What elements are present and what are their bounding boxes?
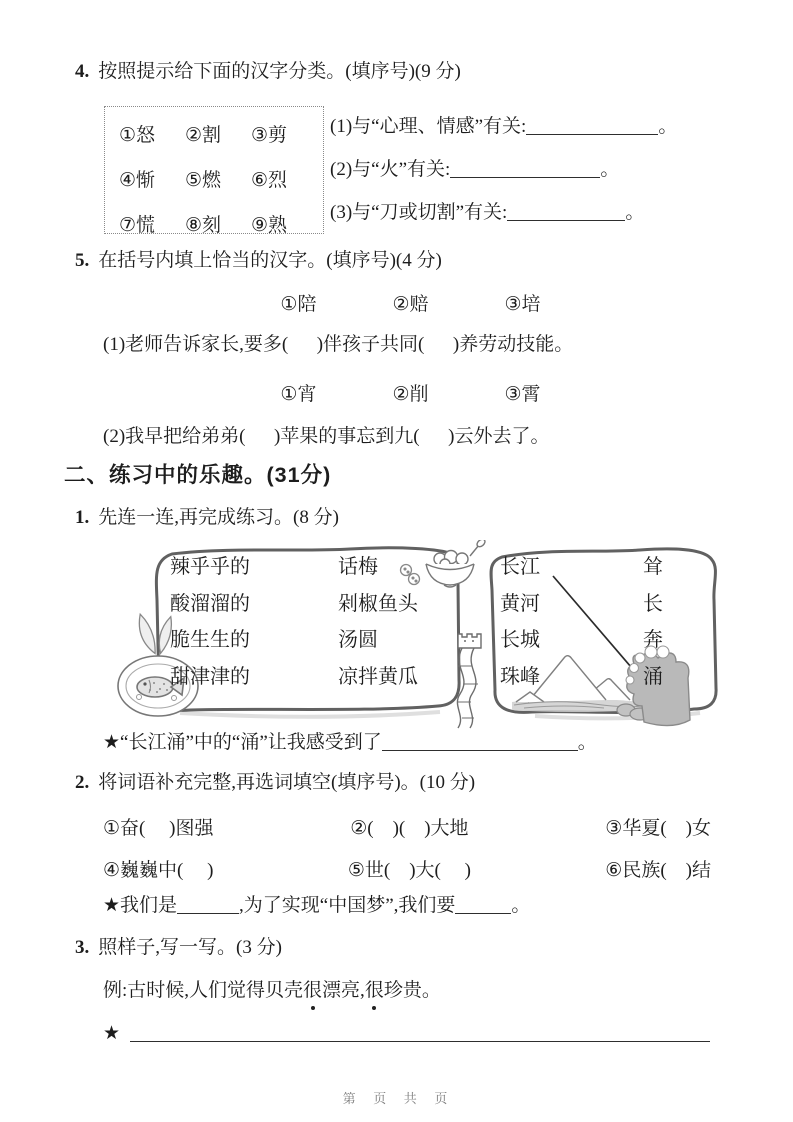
match-item: 辣乎乎的 bbox=[170, 556, 250, 578]
question-1-number: 1. bbox=[75, 507, 90, 528]
food-name-column bbox=[338, 549, 418, 695]
char-option: ⑨熟 bbox=[251, 215, 288, 236]
word-blank-item: ⑤世( )大( ) bbox=[347, 860, 471, 881]
option: ①陪 bbox=[280, 294, 317, 315]
char-option: ④惭 bbox=[119, 170, 156, 191]
word-blank-item: ④巍巍中( ) bbox=[103, 860, 214, 881]
answer-blank bbox=[455, 896, 511, 914]
sub-question-text: (2)与“火”有关: bbox=[330, 159, 451, 180]
star-marker: ★ bbox=[103, 1023, 121, 1044]
option: ①宵 bbox=[280, 384, 317, 405]
match-item: 凉拌黄瓜 bbox=[338, 665, 418, 688]
verb-column bbox=[643, 549, 663, 695]
answer-blank bbox=[130, 1024, 710, 1042]
answer-blank bbox=[177, 896, 239, 914]
char-option: ⑧刻 bbox=[185, 215, 222, 236]
question-2-text: 将词语补充完整,再选词填空(填序号)。(10 分) bbox=[98, 772, 476, 793]
character-option-box bbox=[104, 106, 324, 234]
question-4-title bbox=[75, 60, 461, 84]
answer-blank bbox=[526, 117, 658, 135]
char-option: ⑥烈 bbox=[251, 170, 288, 191]
char-option: ⑦慌 bbox=[119, 215, 156, 236]
answer-blank bbox=[382, 733, 578, 751]
match-item: 涌 bbox=[643, 665, 663, 688]
sub-question-text: (1)与“心理、情感”有关: bbox=[330, 116, 527, 137]
word-blank-item: ②( )( )大地 bbox=[350, 818, 469, 839]
p2-question-2-title bbox=[75, 771, 475, 795]
q2-star-prompt bbox=[103, 894, 530, 918]
question-4-sub-3 bbox=[330, 201, 644, 225]
match-item: 酸溜溜的 bbox=[170, 592, 250, 615]
question-3-text: 照样子,写一写。(3 分) bbox=[98, 937, 282, 958]
question-2-number: 2. bbox=[75, 772, 90, 793]
word-blank-item: ①奋( )图强 bbox=[103, 818, 214, 839]
match-item: 黄河 bbox=[500, 592, 540, 615]
answer-blank bbox=[450, 160, 600, 178]
question-4-text: 按照提示给下面的汉字分类。(填序号)(9 分) bbox=[98, 61, 461, 82]
period: 。 bbox=[600, 159, 620, 180]
word-blank-item: ⑥民族( )结 bbox=[605, 860, 711, 881]
char-option: ①怒 bbox=[119, 125, 156, 146]
match-item: 长城 bbox=[500, 629, 540, 651]
question-5-options-2 bbox=[0, 379, 793, 406]
star-prompt-text: ★我们是 bbox=[103, 895, 178, 916]
question-4-sub-2 bbox=[330, 158, 619, 182]
match-item: 长江 bbox=[500, 556, 540, 578]
option: ②赔 bbox=[392, 294, 429, 315]
match-item: 甜津津的 bbox=[170, 665, 250, 688]
period: 。 bbox=[625, 202, 645, 223]
question-4-number: 4. bbox=[75, 61, 90, 82]
option: ③霄 bbox=[504, 384, 541, 405]
p2-question-1-title bbox=[75, 506, 339, 530]
question-5-sentence-1: (1)老师告诉家长,要多( )伴孩子共同( )养劳动技能。 bbox=[103, 334, 574, 355]
q2-word-row-2 bbox=[103, 855, 711, 882]
char-option: ②割 bbox=[185, 125, 222, 146]
sub-question-text: (3)与“刀或切割”有关: bbox=[330, 202, 508, 223]
char-option: ⑤燃 bbox=[185, 170, 222, 191]
example-text: 漂亮, bbox=[322, 980, 365, 1001]
example-text: 例:古时候,人们觉得贝壳 bbox=[103, 980, 304, 1001]
match-item: 耸 bbox=[643, 556, 663, 578]
star-prompt-text: ,为了实现“中国梦”,我们要 bbox=[239, 895, 456, 916]
bubble-shadow bbox=[180, 712, 440, 717]
food-adjective-column bbox=[170, 549, 250, 695]
question-5-sentence-2: (2)我早把给弟弟( )苹果的事忘到九( )云外去了。 bbox=[103, 426, 550, 447]
match-item: 剁椒鱼头 bbox=[338, 592, 418, 615]
word-blank-item: ③华夏( )女 bbox=[605, 818, 711, 839]
char-option: ③剪 bbox=[251, 125, 288, 146]
question-1-text: 先连一连,再完成练习。(8 分) bbox=[98, 507, 339, 528]
answer-blank bbox=[507, 203, 625, 221]
question-5-number: 5. bbox=[75, 250, 90, 271]
example-text: 珍贵。 bbox=[383, 980, 441, 1001]
period: 。 bbox=[658, 116, 678, 137]
match-item: 长 bbox=[643, 592, 663, 615]
star-prompt-text: ★“长江涌”中的“涌”让我感受到了 bbox=[103, 732, 382, 753]
p2-question-3-title bbox=[75, 936, 282, 960]
period: 。 bbox=[511, 895, 531, 916]
part-2-header: 二、练习中的乐趣。(31分) bbox=[64, 463, 332, 487]
q1-star-prompt bbox=[103, 731, 597, 755]
question-4-sub-1 bbox=[330, 115, 677, 139]
question-3-number: 3. bbox=[75, 937, 90, 958]
question-5-title bbox=[75, 249, 442, 273]
q3-star-answer-line bbox=[103, 1022, 710, 1046]
emphasized-char: 很 bbox=[303, 980, 323, 1001]
question-5-text: 在括号内填上恰当的汉字。(填序号)(4 分) bbox=[98, 250, 442, 271]
match-item: 汤圆 bbox=[338, 629, 378, 651]
question-5-options-1 bbox=[0, 289, 793, 316]
match-item: 奔 bbox=[643, 629, 663, 651]
period: 。 bbox=[577, 732, 597, 753]
q3-example-sentence bbox=[103, 979, 441, 1003]
matching-exercise bbox=[100, 540, 745, 745]
match-item: 珠峰 bbox=[500, 665, 540, 688]
option: ③培 bbox=[504, 294, 541, 315]
emphasized-char: 很 bbox=[364, 980, 384, 1001]
great-wall-icon bbox=[457, 634, 481, 728]
landmark-column bbox=[500, 549, 540, 695]
q2-word-row-1 bbox=[103, 813, 711, 840]
match-item: 脆生生的 bbox=[170, 629, 250, 651]
option: ②削 bbox=[392, 384, 429, 405]
match-item: 话梅 bbox=[338, 556, 378, 578]
page-footer: 第 页 共 页 bbox=[342, 1091, 451, 1106]
